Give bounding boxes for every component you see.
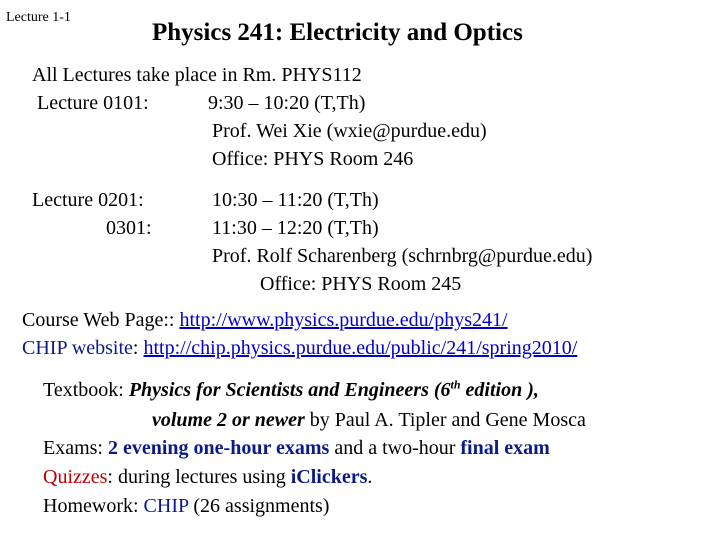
textbook-title-1: Physics for Scientists and Engineers (6 xyxy=(128,379,451,401)
page-title: Physics 241: Electricity and Optics xyxy=(152,19,523,46)
lecture-0301-office: Office: PHYS Room 245 xyxy=(260,273,462,295)
quizzes-line xyxy=(43,465,372,489)
chip-web-sep: : xyxy=(132,337,144,359)
location-text: All Lectures take place in Rm. PHYS112 xyxy=(32,64,362,86)
chip-web-link[interactable]: http://chip.physics.purdue.edu/public/241/spring2010/ xyxy=(143,337,578,359)
homework-line xyxy=(43,494,329,518)
lecture-0301-label: 0301: xyxy=(106,217,152,239)
quizzes-end: . xyxy=(367,466,373,488)
lecture-0201-label: Lecture 0201: xyxy=(32,189,144,211)
chip-web-line xyxy=(22,336,577,360)
lecture-0101-prof: Prof. Wei Xie (wxie@purdue.edu) xyxy=(212,120,487,142)
lecture-0101-time: 9:30 – 10:20 (T,Th) xyxy=(208,92,366,114)
textbook-volume: volume 2 or newer xyxy=(152,409,305,431)
slide-label: Lecture 1-1 xyxy=(6,10,71,25)
textbook-title-2: edition ), xyxy=(460,379,539,401)
exams-count: 2 evening one-hour exams xyxy=(108,437,330,459)
exams-middle: and a two-hour xyxy=(329,437,461,459)
textbook-line-1 xyxy=(43,378,539,402)
lecture-0201-time: 10:30 – 11:20 (T,Th) xyxy=(212,189,379,211)
homework-chip: CHIP xyxy=(143,495,189,517)
homework-rest: (26 assignments) xyxy=(188,495,330,517)
course-web-line xyxy=(22,308,508,332)
quizzes-middle: : during lectures using xyxy=(107,466,291,488)
homework-label: Homework: xyxy=(43,495,144,517)
course-web-link[interactable]: http://www.physics.purdue.edu/phys241/ xyxy=(179,309,508,331)
exams-final: final exam xyxy=(460,437,550,459)
lecture-0101-office: Office: PHYS Room 246 xyxy=(212,148,414,170)
textbook-sup: th xyxy=(450,377,461,392)
lecture-0101-label: Lecture 0101: xyxy=(37,92,149,114)
textbook-label: Textbook: xyxy=(43,379,129,401)
textbook-line-2 xyxy=(152,408,586,432)
lecture-0301-time: 11:30 – 12:20 (T,Th) xyxy=(212,217,379,239)
course-web-label: Course Web Page:: xyxy=(22,309,180,331)
exams-line xyxy=(43,436,550,460)
quizzes-label: Quizzes xyxy=(43,466,108,488)
lecture-0301-prof: Prof. Rolf Scharenberg (schrnbrg@purdue.edu) xyxy=(212,245,593,267)
chip-web-label: CHIP website xyxy=(22,337,133,359)
quizzes-device: iClickers xyxy=(290,466,368,488)
exams-label: Exams: xyxy=(43,437,108,459)
textbook-authors: by Paul A. Tipler and Gene Mosca xyxy=(304,409,586,431)
